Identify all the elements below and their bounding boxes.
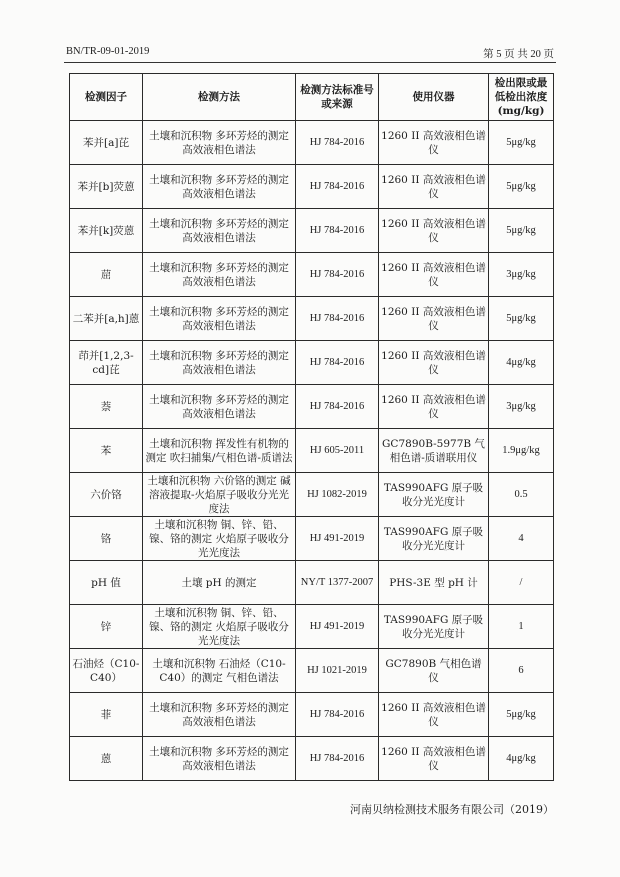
cell-instrument: 1260 II 高效液相色谱仪: [379, 297, 489, 341]
cell-factor: 苯并[k]荧蒽: [70, 209, 143, 253]
cell-factor: 䓛: [70, 253, 143, 297]
cell-limit: 4μg/kg: [489, 737, 554, 781]
cell-instrument: PHS-3E 型 pH 计: [379, 561, 489, 605]
cell-method: 土壤和沉积物 多环芳烃的测定 高效液相色谱法: [143, 385, 296, 429]
cell-instrument: 1260 II 高效液相色谱仪: [379, 121, 489, 165]
company-footer: 河南贝纳检测技术服务有限公司（2019）: [350, 803, 554, 816]
cell-method: 土壤和沉积物 铜、锌、铅、镍、铬的测定 火焰原子吸收分光光度法: [143, 517, 296, 561]
cell-standard: HJ 784-2016: [296, 209, 379, 253]
cell-instrument: 1260 II 高效液相色谱仪: [379, 385, 489, 429]
cell-standard: NY/T 1377-2007: [296, 561, 379, 605]
cell-standard: HJ 784-2016: [296, 341, 379, 385]
cell-method: 土壤和沉积物 多环芳烃的测定 高效液相色谱法: [143, 693, 296, 737]
cell-standard: HJ 605-2011: [296, 429, 379, 473]
table-row: [70, 165, 554, 209]
table-row: [70, 297, 554, 341]
cell-factor: 蒽: [70, 737, 143, 781]
cell-instrument: 1260 II 高效液相色谱仪: [379, 341, 489, 385]
cell-factor: 六价铬: [70, 473, 143, 517]
cell-limit: 6: [489, 649, 554, 693]
cell-instrument: TAS990AFG 原子吸收分光光度计: [379, 473, 489, 517]
table-row: [70, 209, 554, 253]
cell-limit: 5μg/kg: [489, 121, 554, 165]
table-row: [70, 737, 554, 781]
cell-limit: 5μg/kg: [489, 209, 554, 253]
table-row: [70, 473, 554, 517]
cell-method: 土壤和沉积物 多环芳烃的测定 高效液相色谱法: [143, 297, 296, 341]
cell-standard: HJ 784-2016: [296, 693, 379, 737]
table-row: [70, 121, 554, 165]
col-header-method: 检测方法: [143, 74, 296, 121]
cell-instrument: GC7890B-5977B 气相色谱-质谱联用仪: [379, 429, 489, 473]
cell-limit: 0.5: [489, 473, 554, 517]
cell-limit: 1.9μg/kg: [489, 429, 554, 473]
cell-instrument: TAS990AFG 原子吸收分光光度计: [379, 605, 489, 649]
cell-factor: 锌: [70, 605, 143, 649]
cell-factor: 苯并[a]芘: [70, 121, 143, 165]
cell-standard: HJ 784-2016: [296, 737, 379, 781]
col-header-factor: 检测因子: [70, 74, 143, 121]
cell-method: 土壤和沉积物 六价铬的测定 碱溶液提取-火焰原子吸收分光光度法: [143, 473, 296, 517]
cell-method: 土壤和沉积物 石油烃（C10-C40）的测定 气相色谱法: [143, 649, 296, 693]
test-method-table: [69, 73, 554, 781]
table-row: [70, 385, 554, 429]
col-header-instrument: 使用仪器: [379, 74, 489, 121]
cell-standard: HJ 1021-2019: [296, 649, 379, 693]
cell-standard: HJ 784-2016: [296, 297, 379, 341]
cell-factor: 萘: [70, 385, 143, 429]
cell-method: 土壤和沉积物 多环芳烃的测定 高效液相色谱法: [143, 341, 296, 385]
document-id: BN/TR-09-01-2019: [66, 46, 150, 57]
cell-factor: 茚并[1,2,3-cd]芘: [70, 341, 143, 385]
table-row: [70, 517, 554, 561]
cell-standard: HJ 784-2016: [296, 121, 379, 165]
table-row: [70, 693, 554, 737]
cell-standard: HJ 491-2019: [296, 517, 379, 561]
cell-factor: pH 值: [70, 561, 143, 605]
table-row: [70, 429, 554, 473]
table-row: [70, 605, 554, 649]
cell-limit: 3μg/kg: [489, 385, 554, 429]
cell-factor: 石油烃（C10-C40）: [70, 649, 143, 693]
cell-method: 土壤和沉积物 铜、锌、铅、镍、铬的测定 火焰原子吸收分光光度法: [143, 605, 296, 649]
cell-standard: HJ 491-2019: [296, 605, 379, 649]
cell-limit: 4: [489, 517, 554, 561]
cell-instrument: 1260 II 高效液相色谱仪: [379, 253, 489, 297]
cell-standard: HJ 784-2016: [296, 253, 379, 297]
cell-factor: 苯并[b]荧蒽: [70, 165, 143, 209]
col-header-detection-limit: 检出限或最低检出浓度(mg/kg): [489, 74, 554, 121]
col-header-standard: 检测方法标准号或来源: [296, 74, 379, 121]
cell-factor: 二苯并[a,h]蒽: [70, 297, 143, 341]
cell-factor: 铬: [70, 517, 143, 561]
header-divider: [64, 62, 556, 63]
cell-method: 土壤和沉积物 多环芳烃的测定 高效液相色谱法: [143, 253, 296, 297]
cell-standard: HJ 1082-2019: [296, 473, 379, 517]
cell-instrument: GC7890B 气相色谱仪: [379, 649, 489, 693]
cell-method: 土壤和沉积物 多环芳烃的测定 高效液相色谱法: [143, 121, 296, 165]
cell-instrument: 1260 II 高效液相色谱仪: [379, 737, 489, 781]
cell-limit: 1: [489, 605, 554, 649]
cell-limit: 5μg/kg: [489, 693, 554, 737]
cell-method: 土壤 pH 的测定: [143, 561, 296, 605]
cell-method: 土壤和沉积物 多环芳烃的测定 高效液相色谱法: [143, 209, 296, 253]
table-row: [70, 561, 554, 605]
cell-method: 土壤和沉积物 多环芳烃的测定 高效液相色谱法: [143, 737, 296, 781]
page-number: 第 5 页 共 20 页: [483, 49, 554, 60]
cell-limit: 4μg/kg: [489, 341, 554, 385]
cell-factor: 菲: [70, 693, 143, 737]
table-row: [70, 341, 554, 385]
cell-method: 土壤和沉积物 挥发性有机物的测定 吹扫捕集/气相色谱-质谱法: [143, 429, 296, 473]
cell-instrument: 1260 II 高效液相色谱仪: [379, 165, 489, 209]
table-row: [70, 649, 554, 693]
cell-standard: HJ 784-2016: [296, 165, 379, 209]
table-row: [70, 253, 554, 297]
cell-limit: 5μg/kg: [489, 297, 554, 341]
cell-factor: 苯: [70, 429, 143, 473]
cell-limit: 5μg/kg: [489, 165, 554, 209]
cell-instrument: 1260 II 高效液相色谱仪: [379, 693, 489, 737]
table-header-row: [70, 74, 554, 121]
cell-instrument: TAS990AFG 原子吸收分光光度计: [379, 517, 489, 561]
cell-standard: HJ 784-2016: [296, 385, 379, 429]
cell-limit: 3μg/kg: [489, 253, 554, 297]
cell-method: 土壤和沉积物 多环芳烃的测定 高效液相色谱法: [143, 165, 296, 209]
cell-limit: /: [489, 561, 554, 605]
cell-instrument: 1260 II 高效液相色谱仪: [379, 209, 489, 253]
